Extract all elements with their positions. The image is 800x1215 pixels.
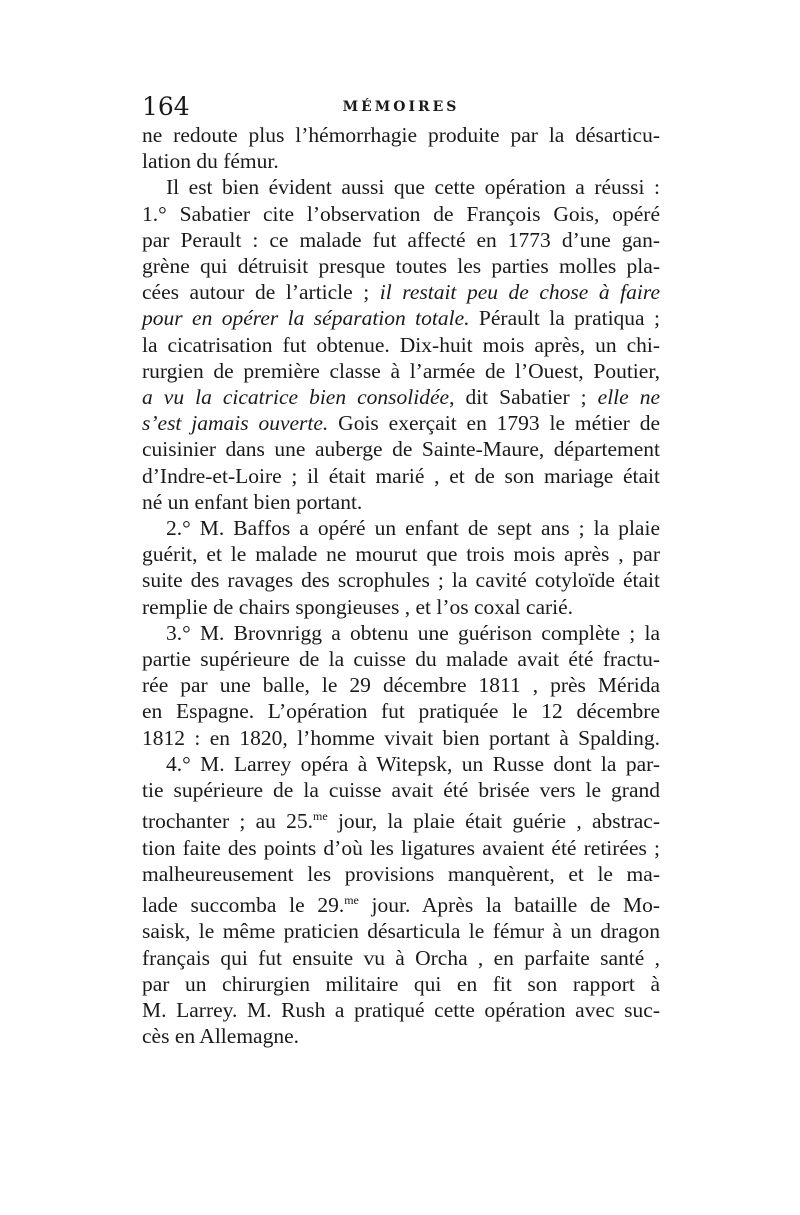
text-line bbox=[142, 201, 660, 227]
text-segment: M. Larrey. M. Rush a pratiqué cette opération avec suc- bbox=[142, 998, 660, 1023]
text-segment: la cicatrisation fut obtenue. Dix-huit mois après, un chi- bbox=[142, 332, 660, 357]
text-line bbox=[142, 803, 660, 834]
text-line bbox=[142, 384, 660, 410]
text-line bbox=[142, 646, 660, 672]
text-line bbox=[142, 305, 660, 331]
text-segment: jour. Après la bataille de Mo- bbox=[358, 893, 661, 918]
text-line bbox=[142, 122, 660, 148]
text-segment: , dit Sabatier ; bbox=[449, 385, 598, 410]
text-segment: malheureusement les provisions manquèrent, et le ma- bbox=[142, 861, 660, 886]
text-segment: en Espagne. L’opération fut pratiquée le 12 décembre bbox=[142, 699, 660, 724]
text-segment: cées autour de l’article ; bbox=[142, 280, 380, 305]
text-segment: trochanter ; au 25. bbox=[142, 809, 314, 834]
body-text bbox=[142, 122, 660, 1049]
text-segment: suite des ravages des scrophules ; la cavité cotyloïde était bbox=[142, 568, 660, 593]
text-segment: lation du fémur. bbox=[142, 149, 279, 174]
superscript-text: me bbox=[344, 893, 359, 908]
text-segment: français qui fut ensuite vu à Orcha , en parfaite santé , bbox=[142, 945, 660, 970]
text-line bbox=[142, 620, 660, 646]
text-segment: 4.° M. Larrey opéra à Witepsk, un Russe dont la par- bbox=[166, 751, 660, 776]
text-line bbox=[142, 1023, 660, 1049]
text-line bbox=[142, 777, 660, 803]
text-segment: rée par une balle, le 29 décembre 1811 , près Mérida bbox=[142, 673, 660, 698]
superscript-text: me bbox=[313, 809, 328, 824]
text-segment: remplie de chairs spongieuses , et l’os coxal carié. bbox=[142, 594, 574, 619]
text-line bbox=[142, 253, 660, 279]
text-segment: d’Indre-et-Loire ; il était marié , et de son mariage était bbox=[142, 463, 660, 488]
text-segment: Il est bien évident aussi que cette opération a réussi : bbox=[166, 175, 660, 200]
text-line bbox=[142, 945, 660, 971]
text-line bbox=[142, 698, 660, 724]
text-segment: cuisinier dans une auberge de Sainte-Maure, département bbox=[142, 437, 660, 462]
text-segment: ne redoute plus l’hémorrhagie produite par la désarticu- bbox=[142, 123, 660, 147]
text-line bbox=[142, 918, 660, 944]
text-line bbox=[142, 174, 660, 200]
text-line bbox=[142, 725, 660, 751]
text-line bbox=[142, 227, 660, 253]
text-segment: lade succomba le 29. bbox=[142, 893, 345, 918]
text-line bbox=[142, 515, 660, 541]
text-segment: 2.° M. Baffos a opéré un enfant de sept ans ; la plaie bbox=[166, 516, 660, 541]
page-header bbox=[142, 92, 660, 124]
text-segment: jour, la plaie était guérie , abstrac- bbox=[327, 809, 660, 834]
text-line bbox=[142, 489, 660, 515]
text-segment: partie supérieure de la cuisse du malade avait été fractu- bbox=[142, 647, 660, 672]
text-segment: Gois exerçait en 1793 le métier de bbox=[328, 411, 660, 436]
italic-text: pour en opérer la séparation totale. bbox=[142, 306, 470, 331]
text-line bbox=[142, 997, 660, 1023]
text-line bbox=[142, 148, 660, 174]
text-segment: Pérault la pratiqua ; bbox=[469, 306, 660, 331]
text-line bbox=[142, 463, 660, 489]
text-line bbox=[142, 332, 660, 358]
text-line bbox=[142, 436, 660, 462]
text-line bbox=[142, 971, 660, 997]
text-segment: saisk, le même praticien désarticula le fémur à un dragon bbox=[142, 919, 660, 944]
text-line bbox=[142, 279, 660, 305]
text-segment: cès en Allemagne. bbox=[142, 1024, 300, 1049]
text-segment: guérit, et le malade ne mourut que trois mois après , par bbox=[142, 542, 660, 567]
text-line bbox=[142, 410, 660, 436]
text-segment: par Perault : ce malade fut affecté en 1773 d’une gan- bbox=[142, 227, 660, 252]
text-segment: tion faite des points d’où les ligatures avaient été retirées ; bbox=[142, 835, 660, 860]
text-segment: tie supérieure de la cuisse avait été brisée vers le grand bbox=[142, 778, 660, 803]
text-line bbox=[142, 887, 660, 918]
text-line bbox=[142, 861, 660, 887]
text-segment: 1.° Sabatier cite l’observation de François Gois, opéré bbox=[142, 201, 660, 226]
text-line bbox=[142, 541, 660, 567]
text-line bbox=[142, 567, 660, 593]
running-head: MÉMOIRES bbox=[342, 99, 460, 115]
text-segment: grène qui détruisit presque toutes les parties molles pla- bbox=[142, 254, 660, 279]
text-segment: 3.° M. Brovnrigg a obtenu une guérison complète ; la bbox=[166, 620, 660, 645]
italic-text: s’est jamais ouverte. bbox=[142, 411, 329, 436]
text-line bbox=[142, 751, 660, 777]
text-line bbox=[142, 358, 660, 384]
italic-text: elle ne bbox=[597, 385, 661, 410]
text-line bbox=[142, 594, 660, 620]
page-number: 164 bbox=[142, 92, 190, 121]
text-segment: né un enfant bien portant. bbox=[142, 489, 363, 514]
text-segment: par un chirurgien militaire qui en fit son rapport à bbox=[142, 971, 660, 996]
text-line bbox=[142, 835, 660, 861]
text-segment: 1812 : en 1820, l’homme vivait bien portant à Spalding. bbox=[142, 725, 660, 750]
text-line bbox=[142, 672, 660, 698]
italic-text: a vu la cicatrice bien consolidée bbox=[142, 385, 450, 410]
text-segment: rurgien de première classe à l’armée de l’Ouest, Poutier, bbox=[142, 358, 660, 383]
italic-text: il restait peu de chose à faire bbox=[379, 280, 660, 305]
